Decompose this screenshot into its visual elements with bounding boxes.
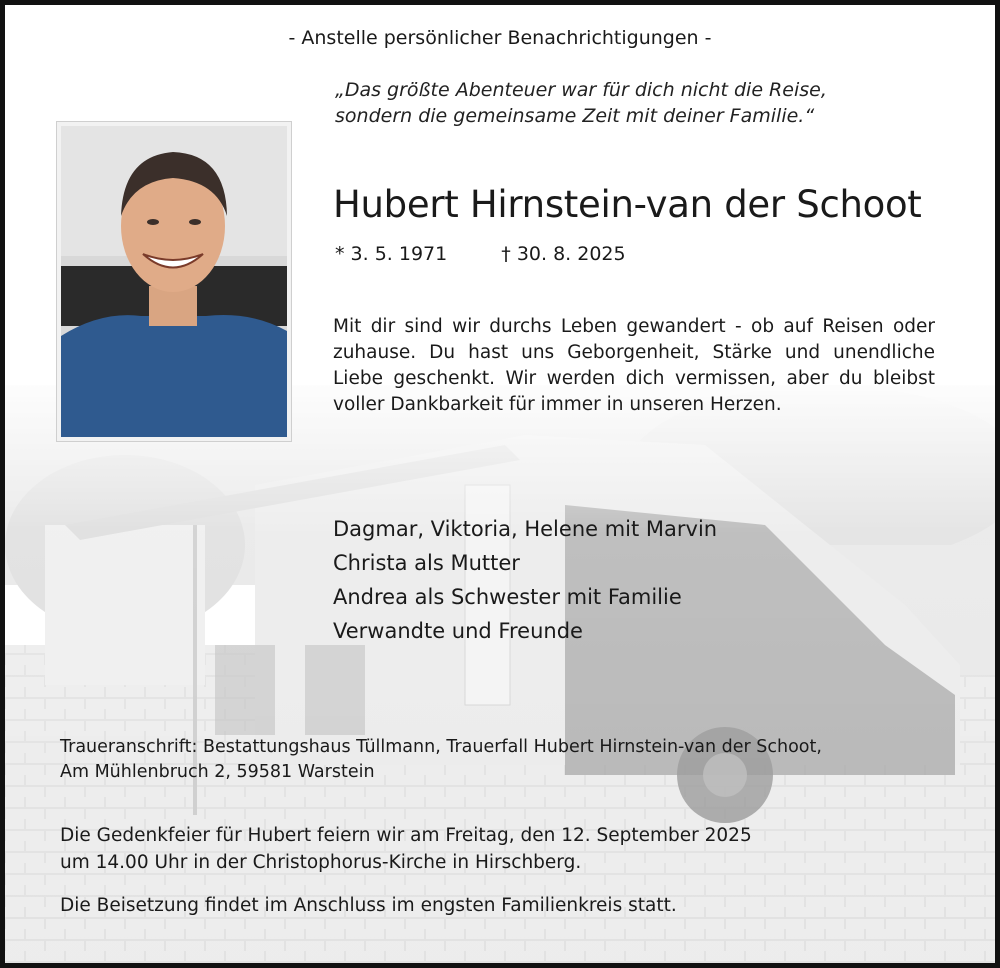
mourner-entry: Dagmar, Viktoria, Helene mit Marvin	[333, 517, 718, 541]
mourners-list	[333, 512, 717, 648]
memorial-service-info	[60, 822, 960, 876]
memorial-message: Mit dir sind wir durchs Leben gewandert - ob auf Reisen oder zuhause. Du hast uns Geborgenheit, Stärke und unendliche Liebe geschenkt. Wir werden dich vermissen, aber du bleibst voller Dankbarkeit für immer in unseren Herzen.	[333, 316, 935, 415]
quote-line-1: „Das größte Abenteuer war für dich nicht die Reise,	[335, 79, 827, 101]
service-line-2: um 14.00 Uhr in der Christophorus-Kirche in Hirschberg.	[60, 852, 582, 873]
intro-line: - Anstelle persönlicher Benachrichtigungen -	[288, 27, 712, 49]
mourner-entry: Andrea als Schwester mit Familie	[333, 585, 682, 609]
quote-line-2: sondern die gemeinsame Zeit mit deiner Familie.“	[335, 105, 815, 127]
deceased-name: Hubert Hirnstein-van der Schoot	[333, 183, 922, 226]
portrait-photo	[57, 122, 291, 441]
service-line-1: Die Gedenkfeier für Hubert feiern wir am Freitag, den 12. September 2025	[60, 825, 752, 846]
death-date: † 30. 8. 2025	[501, 243, 626, 265]
birth-date: * 3. 5. 1971	[335, 243, 448, 265]
address-line-1: Traueranschrift: Bestattungshaus Tüllmann, Trauerfall Hubert Hirnstein-van der Schoot,	[60, 737, 822, 757]
address-line-2: Am Mühlenbruch 2, 59581 Warstein	[60, 762, 375, 782]
portrait-illustration	[61, 126, 287, 437]
mourner-entry: Christa als Mutter	[333, 551, 520, 575]
life-dates	[335, 243, 626, 265]
mourning-address	[60, 735, 960, 785]
memorial-quote	[335, 77, 940, 129]
mourner-entry: Verwandte und Freunde	[333, 619, 583, 643]
burial-info: Die Beisetzung findet im Anschluss im engsten Familienkreis statt.	[60, 895, 677, 916]
